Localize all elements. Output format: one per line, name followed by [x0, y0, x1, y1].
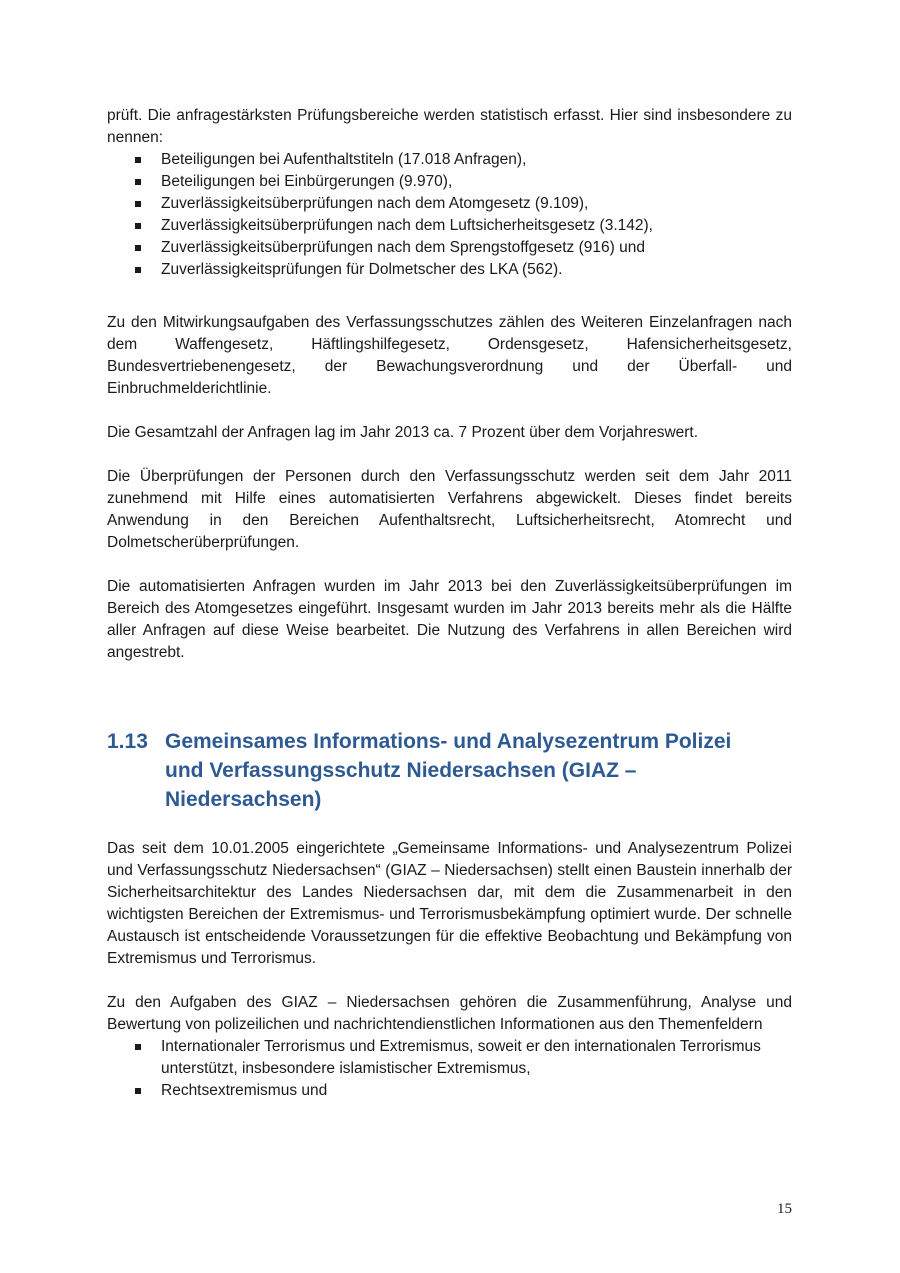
list-item: Zuverlässigkeitsüberprüfungen nach dem Sprengstoffgesetz (916) und: [107, 237, 792, 259]
section-title-line2: und Verfassungsschutz Niedersachsen (GIAZ – Niedersachsen): [165, 759, 637, 811]
list-item: Rechtsextremismus und: [107, 1080, 792, 1102]
topic-list: [107, 1036, 792, 1102]
section-number: 1.13: [107, 730, 148, 753]
page-number: 15: [777, 1201, 792, 1217]
inquiry-statistics-list: [107, 149, 792, 281]
paragraph-intro: prüft. Die anfragestärksten Prüfungsbereiche werden statistisch erfasst. Hier sind insbesondere zu nennen:: [107, 107, 792, 146]
paragraph-total-inquiries: Die Gesamtzahl der Anfragen lag im Jahr 2013 ca. 7 Prozent über dem Vorjahreswert.: [107, 424, 699, 441]
list-item: Zuverlässigkeitsüberprüfungen nach dem Luftsicherheitsgesetz (3.142),: [107, 215, 792, 237]
paragraph-automated-procedure: Die Überprüfungen der Personen durch den Verfassungsschutz werden seit dem Jahr 2011 zunehmend mit Hilfe eines automatisierten Verfahrens abgewickelt. Dieses findet bereits Anwendung in den Bereichen Aufenthaltsrecht, Luftsicherheitsrecht, Atomrecht und Dolmetscherüberprüfungen.: [107, 468, 792, 551]
paragraph-giaz-description: Das seit dem 10.01.2005 eingerichtete „Gemeinsame Informations- und Analysezentrum Polizei und Verfassungsschutz Niedersachsen“ (GIAZ – Niedersachsen) stellt einen Baustein innerhalb der Sicherheitsarchitektur des Landes Niedersachsen dar, mit dem die Zusammenarbeit in den wichtigsten Bereichen der Extremismus- und Terrorismusbekämpfung optimiert wurde. Der schnelle Austausch ist entscheidende Voraussetzungen für die effektive Beobachtung und Bekämpfung von Extremismus und Terrorismus.: [107, 840, 792, 967]
section-heading: [107, 727, 792, 814]
paragraph-automated-requests: Die automatisierten Anfragen wurden im Jahr 2013 bei den Zuverlässigkeitsüberprüfungen im Bereich des Atomgesetzes eingeführt. Insgesamt wurden im Jahr 2013 bereits mehr als die Hälfte aller Anfragen auf diese Weise bearbeitet. Die Nutzung des Verfahrens in allen Bereichen wird angestrebt.: [107, 578, 792, 661]
list-item: Zuverlässigkeitsüberprüfungen nach dem Atomgesetz (9.109),: [107, 193, 792, 215]
section-title-line1: Gemeinsames Informations- und Analysezentrum Polizei: [165, 730, 732, 753]
list-item: Beteiligungen bei Aufenthaltstiteln (17.018 Anfragen),: [107, 149, 792, 171]
list-item: Beteiligungen bei Einbürgerungen (9.970),: [107, 171, 792, 193]
paragraph-giaz-tasks: Zu den Aufgaben des GIAZ – Niedersachsen gehören die Zusammenführung, Analyse und Bewertung von polizeilichen und nachrichtendienstlichen Informationen aus den Themenfeldern: [107, 994, 792, 1033]
list-item: Internationaler Terrorismus und Extremismus, soweit er den internationalen Terrorismus unterstützt, insbesondere islamistischer Extremismus,: [107, 1036, 792, 1080]
document-page: [107, 105, 792, 1102]
list-item: Zuverlässigkeitsprüfungen für Dolmetscher des LKA (562).: [107, 259, 792, 281]
paragraph-cooperation-tasks: Zu den Mitwirkungsaufgaben des Verfassungsschutzes zählen des Weiteren Einzelanfragen nach dem Waffengesetz, Häftlingshilfegesetz, Ordensgesetz, Hafensicherheitsgesetz, Bundesvertriebenengesetz, der Bewachungsverordnung und der Überfall- und Einbruchmelderichtlinie.: [107, 314, 792, 397]
